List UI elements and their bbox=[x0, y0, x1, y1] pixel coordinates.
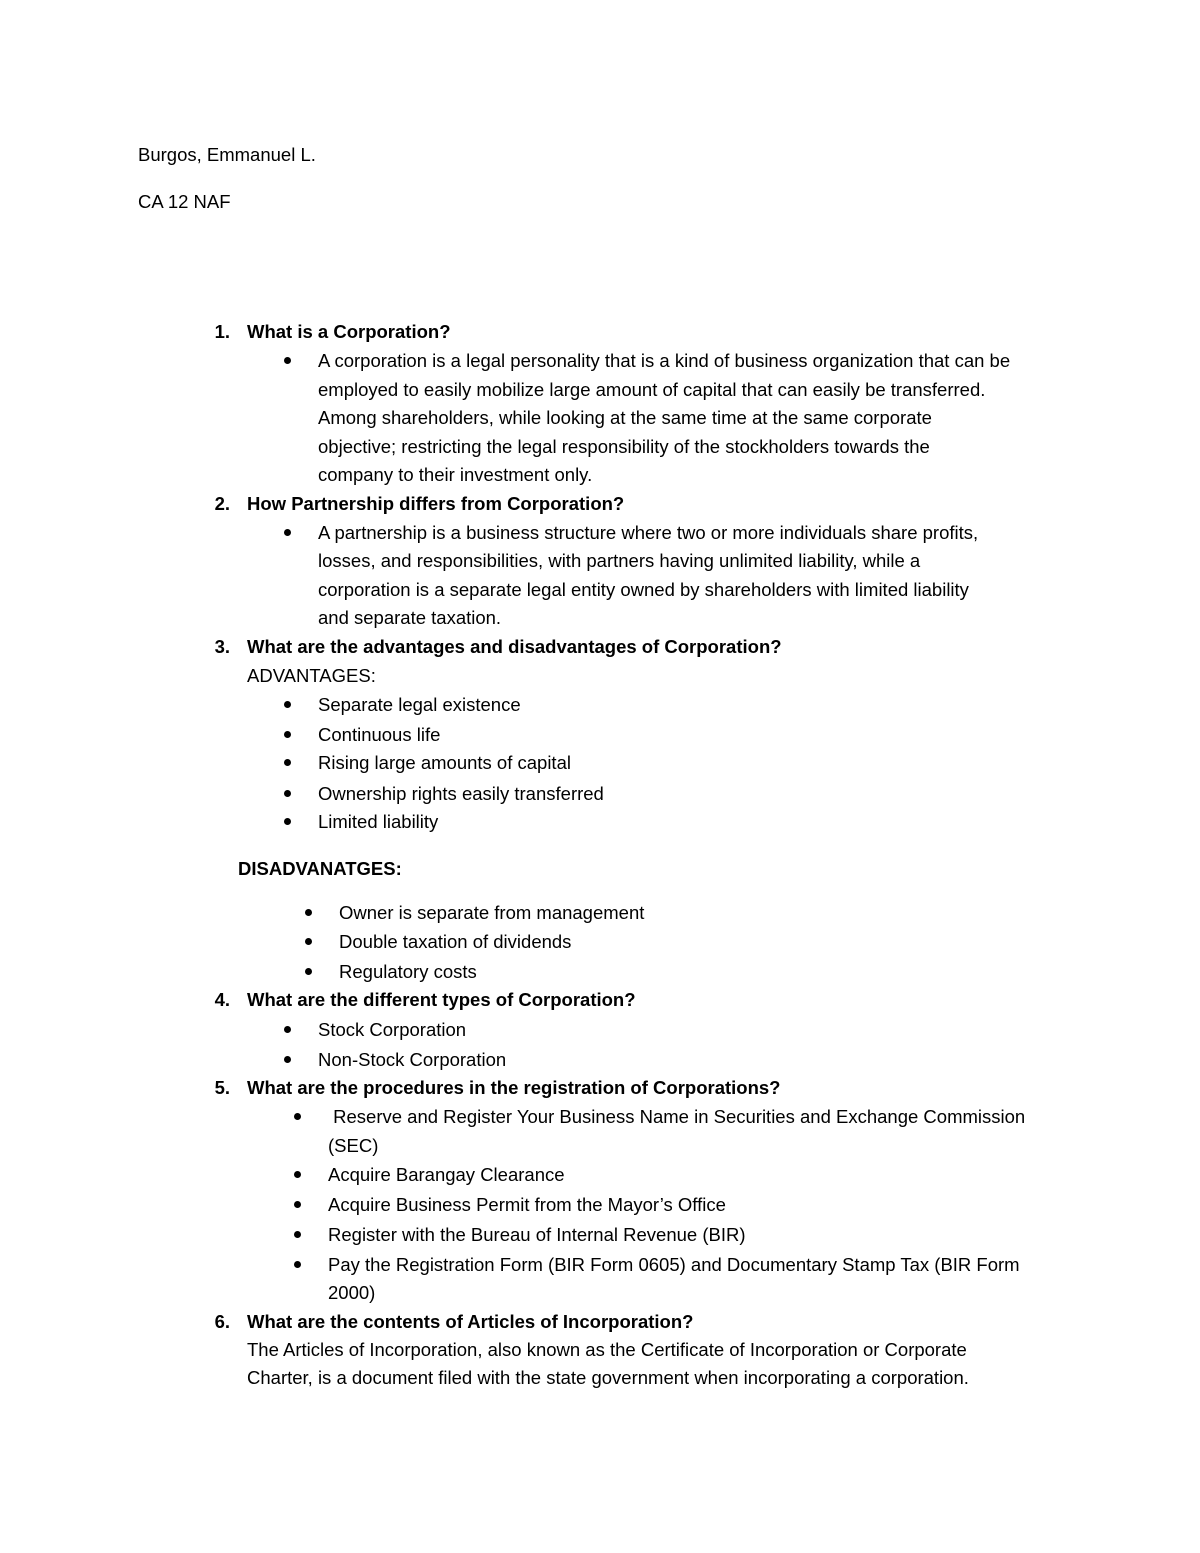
procedure-item: Reserve and Register Your Business Name in Securities and Exchange Commission bbox=[328, 1106, 1026, 1127]
disadvantage-item: Double taxation of dividends bbox=[339, 931, 572, 952]
answer-line: and separate taxation. bbox=[318, 607, 502, 628]
answer-line: objective; restricting the legal responsibility of the stockholders towards the bbox=[318, 436, 930, 457]
question-heading: What are the contents of Articles of Incorporation? bbox=[247, 1311, 694, 1332]
advantages-label: ADVANTAGES: bbox=[247, 665, 376, 686]
answer-line: company to their investment only. bbox=[318, 464, 593, 485]
disadvantage-item: Owner is separate from management bbox=[339, 902, 645, 923]
answer-line: losses, and responsibilities, with partners having unlimited liability, while a bbox=[318, 550, 921, 571]
bullet-icon bbox=[284, 1026, 291, 1033]
question-number: 4. bbox=[214, 989, 230, 1010]
bullet-icon bbox=[294, 1171, 301, 1178]
bullet-icon bbox=[305, 938, 312, 945]
bullet-icon bbox=[284, 790, 291, 797]
bullet-icon bbox=[305, 968, 312, 975]
bullet-icon bbox=[294, 1113, 301, 1120]
class-section: CA 12 NAF bbox=[138, 191, 231, 212]
bullet-icon bbox=[294, 1201, 301, 1208]
bullet-icon bbox=[294, 1231, 301, 1238]
question-heading: How Partnership differs from Corporation? bbox=[247, 493, 625, 514]
procedure-item: Pay the Registration Form (BIR Form 0605) and Documentary Stamp Tax (BIR Form bbox=[328, 1254, 1020, 1275]
procedure-item-continued: (SEC) bbox=[328, 1135, 379, 1156]
disadvantages-label: DISADVANATGES: bbox=[238, 858, 402, 879]
bullet-icon bbox=[284, 731, 291, 738]
procedure-item: Acquire Business Permit from the Mayor’s Office bbox=[328, 1194, 726, 1215]
bullet-icon bbox=[284, 818, 291, 825]
question-number: 2. bbox=[214, 493, 230, 514]
answer-line: A partnership is a business structure where two or more individuals share profits, bbox=[318, 522, 979, 543]
bullet-icon bbox=[284, 701, 291, 708]
bullet-icon bbox=[284, 1056, 291, 1063]
procedure-item: Register with the Bureau of Internal Revenue (BIR) bbox=[328, 1224, 746, 1245]
question-number: 1. bbox=[214, 321, 230, 342]
question-number: 3. bbox=[214, 636, 230, 657]
advantage-item: Rising large amounts of capital bbox=[318, 752, 571, 773]
type-item: Non-Stock Corporation bbox=[318, 1049, 507, 1070]
bullet-icon bbox=[294, 1261, 301, 1268]
question-heading: What are the advantages and disadvantages of Corporation? bbox=[247, 636, 782, 657]
student-name: Burgos, Emmanuel L. bbox=[138, 144, 316, 165]
bullet-icon bbox=[284, 529, 291, 536]
bullet-icon bbox=[284, 759, 291, 766]
answer-line: employed to easily mobilize large amount of capital that can easily be transferred. bbox=[318, 379, 986, 400]
bullet-icon bbox=[284, 357, 291, 364]
advantage-item: Continuous life bbox=[318, 724, 441, 745]
question-number: 5. bbox=[214, 1077, 230, 1098]
disadvantage-item: Regulatory costs bbox=[339, 961, 477, 982]
answer-line: Charter, is a document filed with the state government when incorporating a corporation. bbox=[247, 1367, 969, 1388]
procedure-item: Acquire Barangay Clearance bbox=[328, 1164, 565, 1185]
question-heading: What are the different types of Corporation? bbox=[247, 989, 636, 1010]
type-item: Stock Corporation bbox=[318, 1019, 467, 1040]
question-number: 6. bbox=[214, 1311, 230, 1332]
answer-line: Among shareholders, while looking at the same time at the same corporate bbox=[318, 407, 932, 428]
bullet-icon bbox=[305, 909, 312, 916]
advantage-item: Limited liability bbox=[318, 811, 439, 832]
question-heading: What is a Corporation? bbox=[247, 321, 451, 342]
question-heading: What are the procedures in the registration of Corporations? bbox=[247, 1077, 781, 1098]
answer-line: The Articles of Incorporation, also known as the Certificate of Incorporation or Corporate bbox=[247, 1339, 967, 1360]
procedure-item-continued: 2000) bbox=[328, 1282, 376, 1303]
advantage-item: Separate legal existence bbox=[318, 694, 521, 715]
answer-line: corporation is a separate legal entity owned by shareholders with limited liability bbox=[318, 579, 969, 600]
answer-line: A corporation is a legal personality that is a kind of business organization that can be bbox=[318, 350, 1011, 371]
advantage-item: Ownership rights easily transferred bbox=[318, 783, 604, 804]
